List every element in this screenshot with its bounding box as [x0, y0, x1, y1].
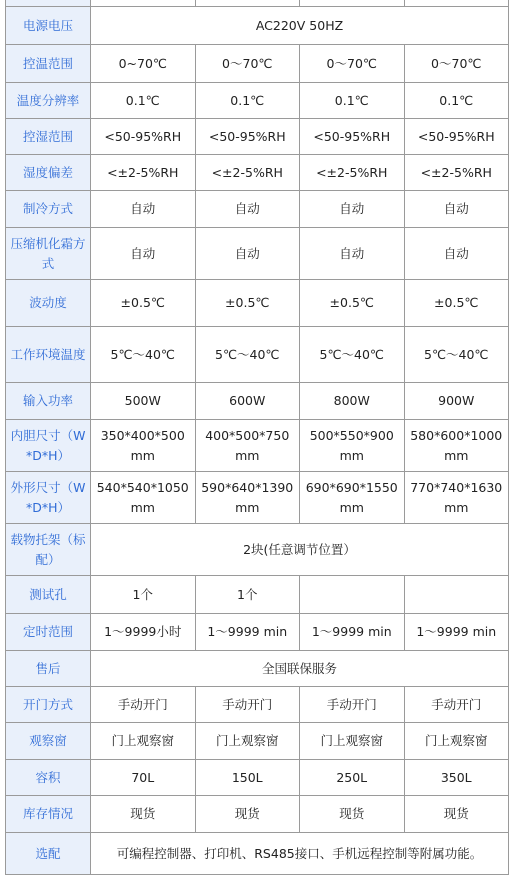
table-cell: ±0.5℃: [404, 280, 509, 327]
table-cell: 800W: [300, 383, 405, 420]
table-cell: <±2-5%RH: [91, 155, 196, 191]
table-cell: 1～9999 min: [195, 614, 300, 651]
row-label: 制冷方式: [6, 191, 91, 228]
table-row: [6, 472, 509, 524]
table-row: [6, 228, 509, 280]
table-cell: <50-95%RH: [300, 119, 405, 155]
row-label: 内胆尺寸（W*D*H）: [6, 420, 91, 472]
row-label: 输入功率: [6, 383, 91, 420]
table-row: [6, 45, 509, 83]
table-cell-merged: 可编程控制器、打印机、RS485接口、手机远程控制等附属功能。: [91, 833, 509, 875]
row-label: 容积: [6, 760, 91, 796]
table-cell: ±0.5℃: [195, 280, 300, 327]
table-cell: [300, 576, 405, 614]
table-cell: 现货: [300, 796, 405, 833]
row-label: 测试孔: [6, 576, 91, 614]
table-cell: 500*550*900 mm: [300, 420, 405, 472]
table-cell-merged: 全国联保服务: [91, 651, 509, 687]
row-label: 温度分辨率: [6, 83, 91, 119]
row-label: 湿度偏差: [6, 155, 91, 191]
table-cell: 1个: [195, 576, 300, 614]
table-cell: 手动开门: [91, 687, 196, 723]
spec-table: [5, 0, 509, 875]
table-row: [6, 614, 509, 651]
table-cell: 手动开门: [404, 687, 509, 723]
table-cell: 自动: [404, 228, 509, 280]
table-cell: 手动开门: [300, 687, 405, 723]
table-cell: 150L: [195, 760, 300, 796]
table-cell: 门上观察窗: [404, 723, 509, 760]
table-row: [6, 420, 509, 472]
table-cell: 250L: [300, 760, 405, 796]
table-cell: 自动: [195, 191, 300, 228]
table-cell: <±2-5%RH: [300, 155, 405, 191]
table-cell: 0～70℃: [404, 45, 509, 83]
row-label: 观察窗: [6, 723, 91, 760]
row-label: 控湿范围: [6, 119, 91, 155]
table-cell: ±0.5℃: [91, 280, 196, 327]
table-cell: 自动: [300, 228, 405, 280]
table-cell: 770*740*1630 mm: [404, 472, 509, 524]
table-row: [6, 576, 509, 614]
table-cell: <50-95%RH: [91, 119, 196, 155]
table-cell: 自动: [404, 191, 509, 228]
table-cell: 5℃～40℃: [91, 327, 196, 383]
table-row: [6, 327, 509, 383]
table-cell: 门上观察窗: [300, 723, 405, 760]
table-cell-merged: 2块(任意调节位置）: [91, 524, 509, 576]
table-cell: <±2-5%RH: [195, 155, 300, 191]
table-row: [6, 833, 509, 875]
table-cell: 0.1℃: [91, 83, 196, 119]
table-cell: 现货: [195, 796, 300, 833]
table-cell: 0.1℃: [404, 83, 509, 119]
table-cell: 500W: [91, 383, 196, 420]
table-cell: 0.1℃: [195, 83, 300, 119]
table-cell-merged: AC220V 50HZ: [91, 7, 509, 45]
table-cell: 自动: [91, 191, 196, 228]
table-cell: 600W: [195, 383, 300, 420]
table-cell: 门上观察窗: [195, 723, 300, 760]
table-row: [6, 383, 509, 420]
table-cell: 900W: [404, 383, 509, 420]
table-cell: 5℃～40℃: [300, 327, 405, 383]
table-cell: 1～9999 min: [404, 614, 509, 651]
row-label: 电源电压: [6, 7, 91, 45]
table-row: [6, 83, 509, 119]
table-cell: 400*500*750 mm: [195, 420, 300, 472]
table-cell: 540*540*1050 mm: [91, 472, 196, 524]
table-cell: 自动: [91, 228, 196, 280]
table-cell: 350L: [404, 760, 509, 796]
row-label: 控温范围: [6, 45, 91, 83]
table-cell: 5℃～40℃: [195, 327, 300, 383]
table-row: [6, 280, 509, 327]
row-label: 库存情况: [6, 796, 91, 833]
table-cell: 1～9999小时: [91, 614, 196, 651]
table-row: [6, 723, 509, 760]
row-label: 压缩机化霜方式: [6, 228, 91, 280]
table-cell: 580*600*1000 mm: [404, 420, 509, 472]
table-row: [6, 119, 509, 155]
table-cell: <±2-5%RH: [404, 155, 509, 191]
table-cell: 690*690*1550 mm: [300, 472, 405, 524]
table-row: [6, 7, 509, 45]
row-label: 载物托架（标配）: [6, 524, 91, 576]
table-cell: 0~70℃: [91, 45, 196, 83]
table-cell: 5℃～40℃: [404, 327, 509, 383]
row-label: 开门方式: [6, 687, 91, 723]
table-cell: 1个: [91, 576, 196, 614]
table-row: [6, 524, 509, 576]
spec-table-body: [6, 0, 509, 875]
table-cell: 现货: [91, 796, 196, 833]
row-label: 外形尺寸（W*D*H）: [6, 472, 91, 524]
table-cell: ±0.5℃: [300, 280, 405, 327]
table-cell: 现货: [404, 796, 509, 833]
table-cell: 0～70℃: [300, 45, 405, 83]
row-label: 工作环境温度: [6, 327, 91, 383]
table-cell: 0.1℃: [300, 83, 405, 119]
table-cell: <50-95%RH: [404, 119, 509, 155]
row-label: 定时范围: [6, 614, 91, 651]
table-row: [6, 796, 509, 833]
table-row: [6, 155, 509, 191]
table-cell: 0～70℃: [195, 45, 300, 83]
table-cell: 自动: [195, 228, 300, 280]
table-row: [6, 760, 509, 796]
row-label: 选配: [6, 833, 91, 875]
row-label: 售后: [6, 651, 91, 687]
table-cell: 自动: [300, 191, 405, 228]
table-row: [6, 651, 509, 687]
table-cell: 590*640*1390 mm: [195, 472, 300, 524]
table-cell: <50-95%RH: [195, 119, 300, 155]
table-cell: 手动开门: [195, 687, 300, 723]
table-cell: 350*400*500 mm: [91, 420, 196, 472]
row-label: 波动度: [6, 280, 91, 327]
table-row: [6, 191, 509, 228]
table-cell: 70L: [91, 760, 196, 796]
table-cell: 1～9999 min: [300, 614, 405, 651]
table-row: [6, 687, 509, 723]
table-cell: 门上观察窗: [91, 723, 196, 760]
table-cell: [404, 576, 509, 614]
